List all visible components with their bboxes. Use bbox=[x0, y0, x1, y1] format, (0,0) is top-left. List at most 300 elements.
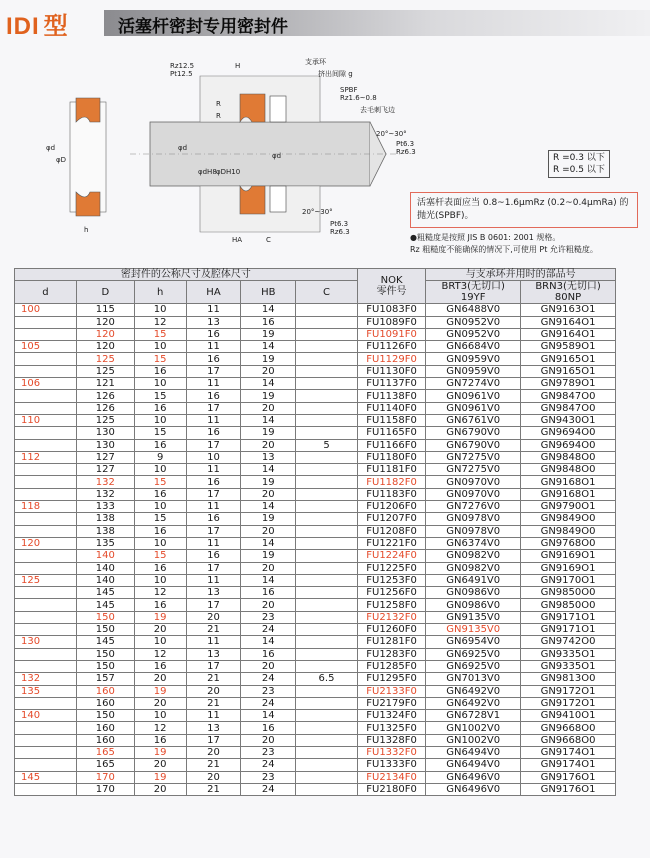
cell-brn3: GN9165O1 bbox=[521, 353, 616, 365]
cell-c bbox=[296, 353, 358, 365]
seal-bottom bbox=[240, 186, 265, 214]
cell-hb: 14 bbox=[241, 341, 296, 353]
cell-D: 150 bbox=[76, 710, 134, 722]
cell-ha: 20 bbox=[186, 746, 241, 758]
cell-h: 10 bbox=[134, 710, 186, 722]
cell-brn3: GN9172O1 bbox=[521, 697, 616, 709]
cell-brn3: GN9171O1 bbox=[521, 611, 616, 623]
cell-ha: 11 bbox=[186, 710, 241, 722]
cell-d bbox=[15, 353, 77, 365]
cell-D: 125 bbox=[76, 353, 134, 365]
label-angle-bottom: 20°~30° bbox=[302, 208, 333, 216]
cell-c: 5 bbox=[296, 439, 358, 451]
cell-brn3: GN9849O0 bbox=[521, 525, 616, 537]
cell-nok: FU1137F0 bbox=[357, 378, 425, 390]
radius-limit-1: R =0.3 以下 bbox=[553, 153, 605, 163]
cell-ha: 17 bbox=[186, 562, 241, 574]
cell-brt3: GN6494V0 bbox=[426, 759, 521, 771]
label-rz63-top: Rz6.3 bbox=[396, 148, 416, 156]
cell-c bbox=[296, 476, 358, 488]
cell-c bbox=[296, 624, 358, 636]
table-row bbox=[15, 636, 616, 648]
cell-h: 9 bbox=[134, 451, 186, 463]
table-row bbox=[15, 710, 616, 722]
col-D: D bbox=[76, 281, 134, 304]
cell-h: 16 bbox=[134, 525, 186, 537]
table-row bbox=[15, 328, 616, 340]
cell-h: 12 bbox=[134, 587, 186, 599]
cell-brn3: GN9847O0 bbox=[521, 390, 616, 402]
cell-h: 12 bbox=[134, 648, 186, 660]
cell-nok: FU2179F0 bbox=[357, 697, 425, 709]
cell-h: 10 bbox=[134, 378, 186, 390]
page-title: 活塞杆密封专用密封件 bbox=[118, 17, 288, 37]
cell-nok: FU2132F0 bbox=[357, 611, 425, 623]
cell-h: 16 bbox=[134, 402, 186, 414]
cell-hb: 19 bbox=[241, 390, 296, 402]
cell-nok: FU1221F0 bbox=[357, 537, 425, 549]
cell-hb: 24 bbox=[241, 697, 296, 709]
cell-ha: 13 bbox=[186, 722, 241, 734]
cell-brn3: GN9171O1 bbox=[521, 624, 616, 636]
cell-d: 112 bbox=[15, 451, 77, 463]
cell-nok: FU1328F0 bbox=[357, 734, 425, 746]
table-row bbox=[15, 488, 616, 500]
cell-hb: 16 bbox=[241, 316, 296, 328]
cell-c bbox=[296, 378, 358, 390]
cell-hb: 20 bbox=[241, 439, 296, 451]
cell-hb: 24 bbox=[241, 783, 296, 795]
cell-D: 150 bbox=[76, 648, 134, 660]
cell-nok: FU2180F0 bbox=[357, 783, 425, 795]
label-spbf: SPBF bbox=[340, 86, 358, 94]
col-c: C bbox=[296, 281, 358, 304]
seal-profile-bottom bbox=[76, 192, 100, 216]
cell-d: 118 bbox=[15, 501, 77, 513]
cell-nok: FU1083F0 bbox=[357, 304, 425, 316]
cell-brt3: GN7276V0 bbox=[426, 501, 521, 513]
cell-h: 16 bbox=[134, 599, 186, 611]
cell-nok: FU1183F0 bbox=[357, 488, 425, 500]
brt3-material: 19YF bbox=[460, 292, 486, 304]
cell-D: 130 bbox=[76, 439, 134, 451]
cell-brt3: GN6494V0 bbox=[426, 746, 521, 758]
footnote-rz: Rz 粗糙度不能确保的情况下,可使用 Pt 允许粗糙度。 bbox=[410, 245, 598, 254]
cell-brt3: GN6728V1 bbox=[426, 710, 521, 722]
ring-header: 与支承环并用时的部品号 bbox=[426, 269, 616, 281]
cell-d: 135 bbox=[15, 685, 77, 697]
cell-D: 121 bbox=[76, 378, 134, 390]
cell-brn3: GN9694O0 bbox=[521, 427, 616, 439]
cell-hb: 19 bbox=[241, 353, 296, 365]
cell-h: 15 bbox=[134, 353, 186, 365]
cell-brt3: GN0952V0 bbox=[426, 316, 521, 328]
cell-d bbox=[15, 476, 77, 488]
table-row bbox=[15, 316, 616, 328]
nok-header-line2: 零件号 bbox=[376, 286, 407, 298]
cell-brt3: GN7274V0 bbox=[426, 378, 521, 390]
cell-c bbox=[296, 304, 358, 316]
cell-ha: 16 bbox=[186, 390, 241, 402]
polish-note: 活塞杆表面应当 0.8~1.6μmRz (0.2~0.4μmRa) 的抛光(SPBF)。 bbox=[410, 192, 638, 228]
cell-brt3: GN1002V0 bbox=[426, 734, 521, 746]
label-phi-D-side: φD bbox=[56, 156, 67, 164]
cell-c bbox=[296, 660, 358, 672]
table-row bbox=[15, 476, 616, 488]
cell-h: 16 bbox=[134, 488, 186, 500]
label-pt63-bottom: Pt6.3 bbox=[330, 220, 349, 228]
cell-c bbox=[296, 574, 358, 586]
cell-ha: 11 bbox=[186, 537, 241, 549]
cell-brn3: GN9430O1 bbox=[521, 414, 616, 426]
cell-c bbox=[296, 599, 358, 611]
cell-brt3: GN6684V0 bbox=[426, 341, 521, 353]
cell-c bbox=[296, 525, 358, 537]
table-row bbox=[15, 734, 616, 746]
table-row bbox=[15, 562, 616, 574]
cell-ha: 11 bbox=[186, 414, 241, 426]
cell-brn3: GN9848O0 bbox=[521, 464, 616, 476]
cell-c bbox=[296, 427, 358, 439]
cell-ha: 11 bbox=[186, 501, 241, 513]
cell-D: 135 bbox=[76, 537, 134, 549]
cell-D: 160 bbox=[76, 697, 134, 709]
cell-nok: FU1333F0 bbox=[357, 759, 425, 771]
table-row bbox=[15, 722, 616, 734]
cell-h: 15 bbox=[134, 390, 186, 402]
label-angle-top: 20°~30° bbox=[376, 130, 407, 138]
table-row bbox=[15, 697, 616, 709]
cell-c bbox=[296, 636, 358, 648]
cell-c bbox=[296, 488, 358, 500]
cell-nok: FU1285F0 bbox=[357, 660, 425, 672]
cell-h: 16 bbox=[134, 660, 186, 672]
cell-nok: FU1089F0 bbox=[357, 316, 425, 328]
cell-ha: 11 bbox=[186, 574, 241, 586]
table-row bbox=[15, 673, 616, 685]
cell-brt3: GN6925V0 bbox=[426, 648, 521, 660]
cell-brn3: GN9589O1 bbox=[521, 341, 616, 353]
cell-brt3: GN6374V0 bbox=[426, 537, 521, 549]
cell-ha: 17 bbox=[186, 599, 241, 611]
table-row bbox=[15, 537, 616, 549]
cell-ha: 11 bbox=[186, 464, 241, 476]
label-pt12: Pt12.5 bbox=[170, 70, 193, 78]
cell-hb: 14 bbox=[241, 414, 296, 426]
cell-hb: 14 bbox=[241, 636, 296, 648]
cell-nok: FU1281F0 bbox=[357, 636, 425, 648]
cell-d bbox=[15, 783, 77, 795]
cell-ha: 13 bbox=[186, 587, 241, 599]
cell-D: 132 bbox=[76, 476, 134, 488]
cell-ha: 11 bbox=[186, 341, 241, 353]
cell-c bbox=[296, 734, 358, 746]
cell-hb: 20 bbox=[241, 660, 296, 672]
cell-c bbox=[296, 513, 358, 525]
cell-nok: FU1158F0 bbox=[357, 414, 425, 426]
cell-h: 15 bbox=[134, 513, 186, 525]
cell-h: 12 bbox=[134, 722, 186, 734]
cell-brt3: GN6492V0 bbox=[426, 685, 521, 697]
cell-nok: FU1166F0 bbox=[357, 439, 425, 451]
cell-D: 125 bbox=[76, 365, 134, 377]
cell-h: 10 bbox=[134, 537, 186, 549]
cell-c bbox=[296, 746, 358, 758]
cell-d bbox=[15, 648, 77, 660]
cell-h: 19 bbox=[134, 685, 186, 697]
cell-d: 106 bbox=[15, 378, 77, 390]
cell-h: 12 bbox=[134, 316, 186, 328]
cell-brt3: GN0986V0 bbox=[426, 599, 521, 611]
cell-nok: FU1324F0 bbox=[357, 710, 425, 722]
cell-brn3: GN9169O1 bbox=[521, 562, 616, 574]
cell-nok: FU1253F0 bbox=[357, 574, 425, 586]
cell-ha: 17 bbox=[186, 734, 241, 746]
label-ha: HA bbox=[232, 236, 243, 244]
cell-nok: FU1295F0 bbox=[357, 673, 425, 685]
table-row bbox=[15, 783, 616, 795]
label-h: H bbox=[235, 62, 241, 70]
cell-brn3: GN9174O1 bbox=[521, 759, 616, 771]
cell-D: 120 bbox=[76, 341, 134, 353]
cell-brt3: GN6496V0 bbox=[426, 783, 521, 795]
cell-hb: 23 bbox=[241, 685, 296, 697]
cell-h: 20 bbox=[134, 673, 186, 685]
cell-nok: FU1325F0 bbox=[357, 722, 425, 734]
cell-ha: 11 bbox=[186, 378, 241, 390]
label-pt63-top: Pt6.3 bbox=[396, 140, 415, 148]
cell-hb: 19 bbox=[241, 550, 296, 562]
cell-D: 130 bbox=[76, 427, 134, 439]
cell-d bbox=[15, 759, 77, 771]
cell-nok: FU1224F0 bbox=[357, 550, 425, 562]
cell-D: 140 bbox=[76, 562, 134, 574]
label-deburr: 去毛刺飞边 bbox=[360, 106, 395, 114]
nok-header bbox=[357, 269, 425, 304]
cell-hb: 19 bbox=[241, 328, 296, 340]
cell-c bbox=[296, 550, 358, 562]
cell-brn3: GN9168O1 bbox=[521, 488, 616, 500]
cell-c bbox=[296, 451, 358, 463]
cell-c bbox=[296, 501, 358, 513]
table-body bbox=[15, 304, 616, 796]
table-row bbox=[15, 599, 616, 611]
cell-hb: 20 bbox=[241, 562, 296, 574]
cell-brn3: GN9176O1 bbox=[521, 771, 616, 783]
cell-c bbox=[296, 316, 358, 328]
cell-hb: 20 bbox=[241, 599, 296, 611]
cell-brn3: GN9335O1 bbox=[521, 660, 616, 672]
table-row bbox=[15, 771, 616, 783]
cell-c bbox=[296, 562, 358, 574]
cell-hb: 20 bbox=[241, 402, 296, 414]
cell-d bbox=[15, 734, 77, 746]
cell-brn3: GN9694O0 bbox=[521, 439, 616, 451]
cell-d bbox=[15, 427, 77, 439]
cell-ha: 13 bbox=[186, 316, 241, 328]
cell-D: 165 bbox=[76, 759, 134, 771]
cell-brt3: GN6761V0 bbox=[426, 414, 521, 426]
seal-top bbox=[240, 94, 265, 122]
cell-ha: 21 bbox=[186, 673, 241, 685]
header bbox=[0, 0, 650, 40]
cell-hb: 16 bbox=[241, 648, 296, 660]
cell-brn3: GN9165O1 bbox=[521, 365, 616, 377]
cell-brt3: GN9135V0 bbox=[426, 611, 521, 623]
cell-c bbox=[296, 414, 358, 426]
cell-D: 145 bbox=[76, 587, 134, 599]
cell-hb: 14 bbox=[241, 710, 296, 722]
cell-D: 126 bbox=[76, 402, 134, 414]
cell-brt3: GN0959V0 bbox=[426, 353, 521, 365]
cell-brn3: GN9668O0 bbox=[521, 734, 616, 746]
table-row bbox=[15, 624, 616, 636]
cell-h: 10 bbox=[134, 501, 186, 513]
cell-D: 138 bbox=[76, 525, 134, 537]
cell-D: 120 bbox=[76, 316, 134, 328]
cell-nok: FU1258F0 bbox=[357, 599, 425, 611]
cell-D: 160 bbox=[76, 685, 134, 697]
cell-d bbox=[15, 488, 77, 500]
cell-d: 140 bbox=[15, 710, 77, 722]
table-row bbox=[15, 513, 616, 525]
cell-d bbox=[15, 697, 77, 709]
nok-header-line1: NOK bbox=[380, 275, 403, 287]
label-r2: R bbox=[216, 112, 221, 120]
cell-d: 125 bbox=[15, 574, 77, 586]
cell-D: 160 bbox=[76, 734, 134, 746]
cell-brt3: GN6491V0 bbox=[426, 574, 521, 586]
col-brn3 bbox=[521, 281, 616, 304]
cell-hb: 14 bbox=[241, 304, 296, 316]
cell-D: 150 bbox=[76, 624, 134, 636]
cell-brt3: GN7275V0 bbox=[426, 451, 521, 463]
cell-nok: FU1256F0 bbox=[357, 587, 425, 599]
cell-h: 19 bbox=[134, 746, 186, 758]
cell-hb: 19 bbox=[241, 513, 296, 525]
cell-nok: FU1180F0 bbox=[357, 451, 425, 463]
cell-D: 165 bbox=[76, 746, 134, 758]
cell-h: 16 bbox=[134, 365, 186, 377]
cell-d bbox=[15, 328, 77, 340]
cell-d bbox=[15, 746, 77, 758]
brand-suffix: 型 bbox=[43, 13, 69, 40]
cell-ha: 21 bbox=[186, 697, 241, 709]
cell-D: 140 bbox=[76, 550, 134, 562]
cell-h: 10 bbox=[134, 636, 186, 648]
cell-brn3: GN9850O0 bbox=[521, 599, 616, 611]
cell-h: 19 bbox=[134, 771, 186, 783]
cell-c bbox=[296, 611, 358, 623]
cell-h: 20 bbox=[134, 783, 186, 795]
cell-brt3: GN6492V0 bbox=[426, 697, 521, 709]
cell-d bbox=[15, 513, 77, 525]
cell-brn3: GN9174O1 bbox=[521, 746, 616, 758]
brn3-material: 80NP bbox=[554, 292, 582, 304]
cell-D: 170 bbox=[76, 771, 134, 783]
cell-hb: 24 bbox=[241, 673, 296, 685]
cell-nok: FU2133F0 bbox=[357, 685, 425, 697]
cell-hb: 20 bbox=[241, 365, 296, 377]
cell-c bbox=[296, 685, 358, 697]
cell-ha: 11 bbox=[186, 636, 241, 648]
cell-D: 115 bbox=[76, 304, 134, 316]
cell-brn3: GN9170O1 bbox=[521, 574, 616, 586]
cell-hb: 14 bbox=[241, 537, 296, 549]
cell-brn3: GN9169O1 bbox=[521, 550, 616, 562]
cell-ha: 10 bbox=[186, 451, 241, 463]
label-h-side: h bbox=[84, 226, 89, 234]
label-gap: 挤出间隙 g bbox=[318, 70, 353, 78]
cell-ha: 16 bbox=[186, 476, 241, 488]
cell-D: 145 bbox=[76, 599, 134, 611]
table-row bbox=[15, 451, 616, 463]
support-ring-bottom bbox=[270, 186, 286, 212]
cell-nok: FU1126F0 bbox=[357, 341, 425, 353]
cell-d bbox=[15, 390, 77, 402]
cell-D: 127 bbox=[76, 451, 134, 463]
label-r1: R bbox=[216, 100, 221, 108]
brt3-label: BRT3(无切口) bbox=[441, 281, 505, 293]
cell-brt3: GN7013V0 bbox=[426, 673, 521, 685]
cell-ha: 16 bbox=[186, 513, 241, 525]
cell-d bbox=[15, 660, 77, 672]
cell-brt3: GN6488V0 bbox=[426, 304, 521, 316]
cell-brt3: GN0952V0 bbox=[426, 328, 521, 340]
cell-brn3: GN9847O0 bbox=[521, 402, 616, 414]
cell-c bbox=[296, 390, 358, 402]
col-d: d bbox=[15, 281, 77, 304]
cell-d bbox=[15, 624, 77, 636]
cell-d: 110 bbox=[15, 414, 77, 426]
cell-ha: 20 bbox=[186, 685, 241, 697]
cell-ha: 16 bbox=[186, 328, 241, 340]
table-row bbox=[15, 648, 616, 660]
cell-D: 125 bbox=[76, 414, 134, 426]
cell-brt3: GN9135V0 bbox=[426, 624, 521, 636]
table-row bbox=[15, 746, 616, 758]
table-row bbox=[15, 378, 616, 390]
brn3-label: BRN3(无切口) bbox=[535, 281, 601, 293]
cell-D: 157 bbox=[76, 673, 134, 685]
cell-ha: 17 bbox=[186, 439, 241, 451]
group-header: 密封件的公称尺寸及腔体尺寸 bbox=[15, 269, 358, 281]
cell-brt3: GN0986V0 bbox=[426, 587, 521, 599]
cell-ha: 16 bbox=[186, 353, 241, 365]
cell-nok: FU1165F0 bbox=[357, 427, 425, 439]
cell-hb: 24 bbox=[241, 759, 296, 771]
cell-d bbox=[15, 599, 77, 611]
cell-ha: 20 bbox=[186, 611, 241, 623]
cell-hb: 20 bbox=[241, 488, 296, 500]
brand-text: IDI bbox=[6, 13, 40, 40]
cell-D: 133 bbox=[76, 501, 134, 513]
table-row bbox=[15, 587, 616, 599]
cell-h: 15 bbox=[134, 427, 186, 439]
cell-d bbox=[15, 550, 77, 562]
cell-brn3: GN9410O1 bbox=[521, 710, 616, 722]
cell-D: 140 bbox=[76, 574, 134, 586]
cell-h: 10 bbox=[134, 414, 186, 426]
cell-hb: 24 bbox=[241, 624, 296, 636]
cell-h: 20 bbox=[134, 624, 186, 636]
footnote-jis: ●粗糙度是按照 JIS B 0601: 2001 规格。 bbox=[410, 233, 561, 242]
cell-nok: FU1208F0 bbox=[357, 525, 425, 537]
col-h: h bbox=[134, 281, 186, 304]
cell-ha: 11 bbox=[186, 304, 241, 316]
cell-c bbox=[296, 710, 358, 722]
cell-hb: 14 bbox=[241, 464, 296, 476]
